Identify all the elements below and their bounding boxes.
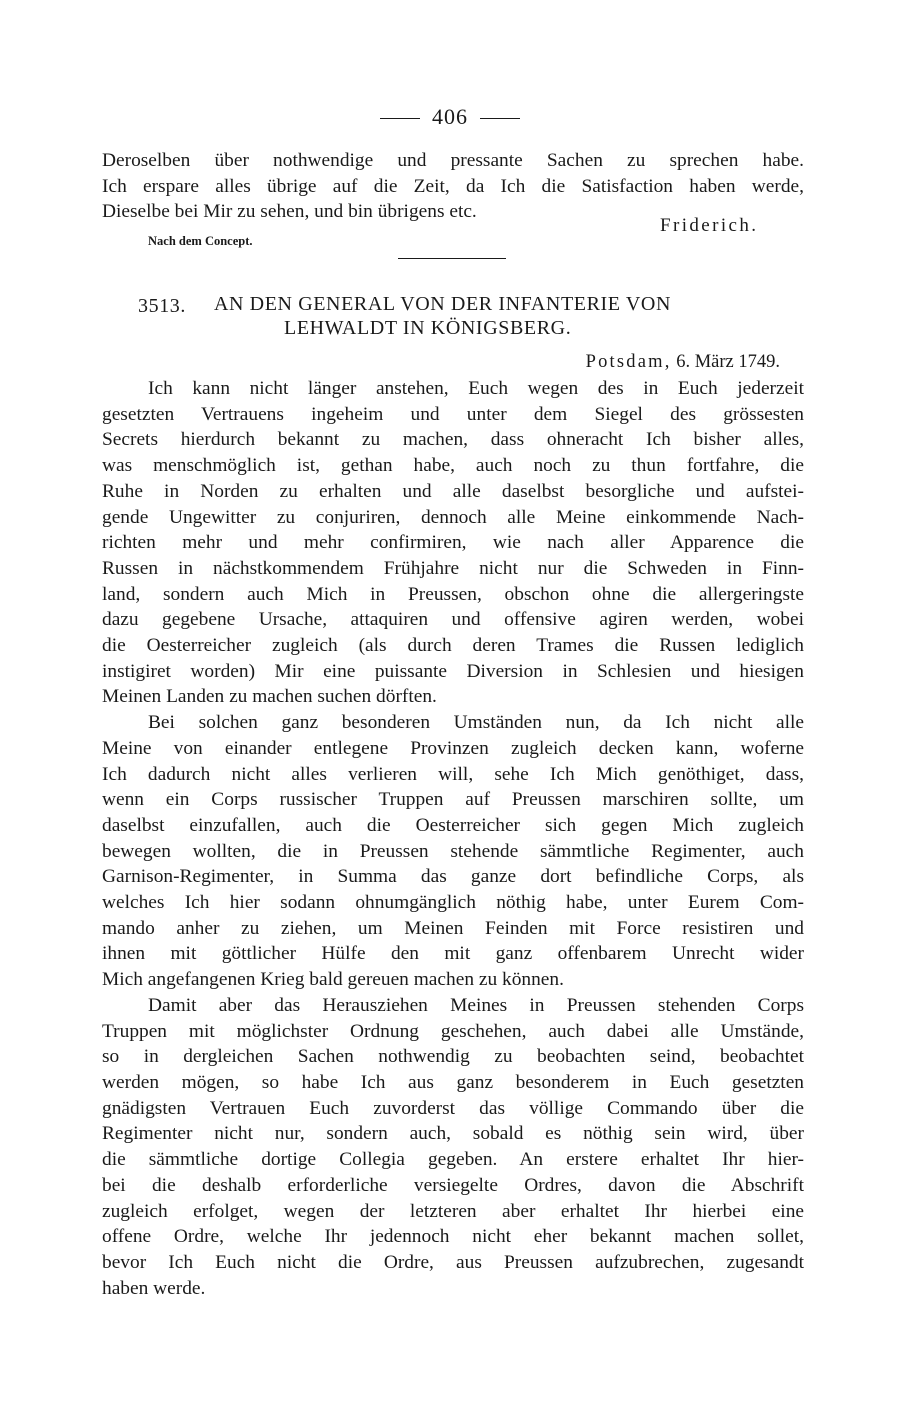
text-line: die sämmtliche dortige Collegia gegeben. An erstere erhaltet Ihr hier- — [102, 1149, 804, 1171]
text-line: daselbst einzufallen, auch die Oesterreicher sich gegen Mich zugleich — [102, 814, 804, 836]
text-line: Meinen Landen zu machen suchen dörften. — [102, 686, 437, 708]
text-line: land, sondern auch Mich in Preussen, obschon ohne die allergeringste — [102, 583, 804, 605]
text-line: Mich angefangenen Krieg bald gereuen machen zu können. — [102, 969, 564, 991]
text-line: Bei solchen ganz besonderen Umständen nun, da Ich nicht alle — [148, 712, 804, 734]
previous-letter-ending — [102, 148, 804, 225]
text-line: Ruhe in Norden zu erhalten und alle daselbst besorgliche und aufstei- — [102, 480, 804, 502]
text-line: gesetzten Vertrauens ingeheim und unter dem Siegel des grössesten — [102, 403, 804, 425]
text-line: was menschmöglich ist, gethan habe, auch noch zu thun fortfahre, die — [102, 455, 804, 477]
letter-recipient-line2: LEHWALDT IN KÖNIGSBERG. — [284, 317, 572, 339]
text-line: werden mögen, so habe Ich aus ganz besonderem in Euch gesetzten — [102, 1071, 804, 1093]
source-note: Nach dem Concept. — [148, 234, 253, 248]
text-line: instigiret worden) Mir eine puissante Diversion in Schlesien und hiesigen — [102, 660, 804, 682]
page-number-dash-right — [480, 118, 520, 119]
text-line: Ich erspare alles übrige auf die Zeit, da Ich die Satisfaction haben werde, — [102, 175, 804, 197]
text-line: mando anher zu ziehen, um Meinen Feinden mit Force resistiren und — [102, 917, 804, 939]
text-line: welches Ich hier sodann ohnumgänglich nöthig habe, unter Eurem Com- — [102, 892, 804, 914]
text-line: ihnen mit göttlicher Hülfe den mit ganz offenbarem Unrecht wider — [102, 943, 804, 965]
letter-number: 3513. — [138, 295, 186, 317]
page-number-dash-left — [380, 118, 420, 119]
text-line: Secrets hierdurch bekannt zu machen, dass ohneracht Ich bisher alles, — [102, 429, 804, 451]
text-line: bevor Ich Euch nicht die Ordre, aus Preussen aufzubrechen, zugesandt — [102, 1251, 804, 1273]
section-separator — [398, 258, 506, 259]
letter-recipient-line1: AN DEN GENERAL VON DER INFANTERIE VON — [214, 293, 671, 315]
text-line: Deroselben über nothwendige und pressante Sachen zu sprechen habe. — [102, 150, 804, 171]
letter-body — [102, 376, 804, 1301]
text-line: gende Ungewitter zu conjuriren, dennoch alle Meine einkommende Nach- — [102, 506, 804, 528]
text-line: gnädigsten Vertrauen Euch zuvorderst das völlige Commando über die — [102, 1097, 804, 1119]
text-line: haben werde. — [102, 1277, 206, 1299]
dateline-date: 6. März 1749. — [676, 352, 780, 372]
paragraph-3 — [102, 993, 804, 1301]
text-line: Meine von einander entlegene Provinzen zugleich decken kann, woferne — [102, 737, 804, 759]
paragraph-2 — [102, 710, 804, 993]
text-line: die Oesterreicher zugleich (als durch deren Trames die Russen lediglich — [102, 635, 804, 657]
text-line: Dieselbe bei Mir zu sehen, und bin übrigens etc. — [102, 201, 477, 223]
text-line: Regimenter nicht nur, sondern auch, sobald es nöthig sein wird, über — [102, 1123, 804, 1145]
dateline — [586, 352, 780, 373]
paragraph-1 — [102, 376, 804, 710]
text-line: bei die deshalb erforderliche versiegelte Ordres, davon die Abschrift — [102, 1174, 804, 1196]
text-line: richten mehr und mehr confirmiren, wie nach aller Apparence die — [102, 532, 804, 554]
text-line: Truppen mit möglichster Ordnung geschehen, auch dabei alle Umstände, — [102, 1020, 804, 1042]
text-line: Garnison-Regimenter, in Summa das ganze dort befindliche Corps, als — [102, 866, 804, 888]
text-line: zugleich erfolget, wegen der letzteren aber erhaltet Ihr hierbei eine — [102, 1200, 804, 1222]
text-line: Russen in nächstkommendem Frühjahre nicht nur die Schweden in Finn- — [102, 557, 804, 579]
page-number-header — [0, 104, 900, 130]
text-line: offene Ordre, welche Ihr jedennoch nicht eher bekannt machen sollet, — [102, 1226, 804, 1248]
text-line: wenn ein Corps russischer Truppen auf Preussen marschiren sollte, um — [102, 789, 804, 811]
text-line: Ich kann nicht länger anstehen, Euch wegen des in Euch jederzeit — [148, 378, 804, 399]
text-line: so in dergleichen Sachen nothwendig zu beobachten seind, beobachtet — [102, 1046, 804, 1068]
page-number: 406 — [432, 104, 468, 129]
text-line: bewegen wollten, die in Preussen stehende sämmtliche Regimenter, auch — [102, 840, 804, 862]
text-line: dazu gegebene Ursache, attaquiren und offensive agiren werden, wobei — [102, 609, 804, 631]
text-line: Damit aber das Herausziehen Meines in Preussen stehenden Corps — [148, 994, 804, 1016]
dateline-place: Potsdam, — [585, 352, 672, 372]
text-line: Ich dadurch nicht alles verlieren will, sehe Ich Mich genöthiget, dass, — [102, 763, 804, 785]
signature: Friderich. — [660, 215, 759, 236]
